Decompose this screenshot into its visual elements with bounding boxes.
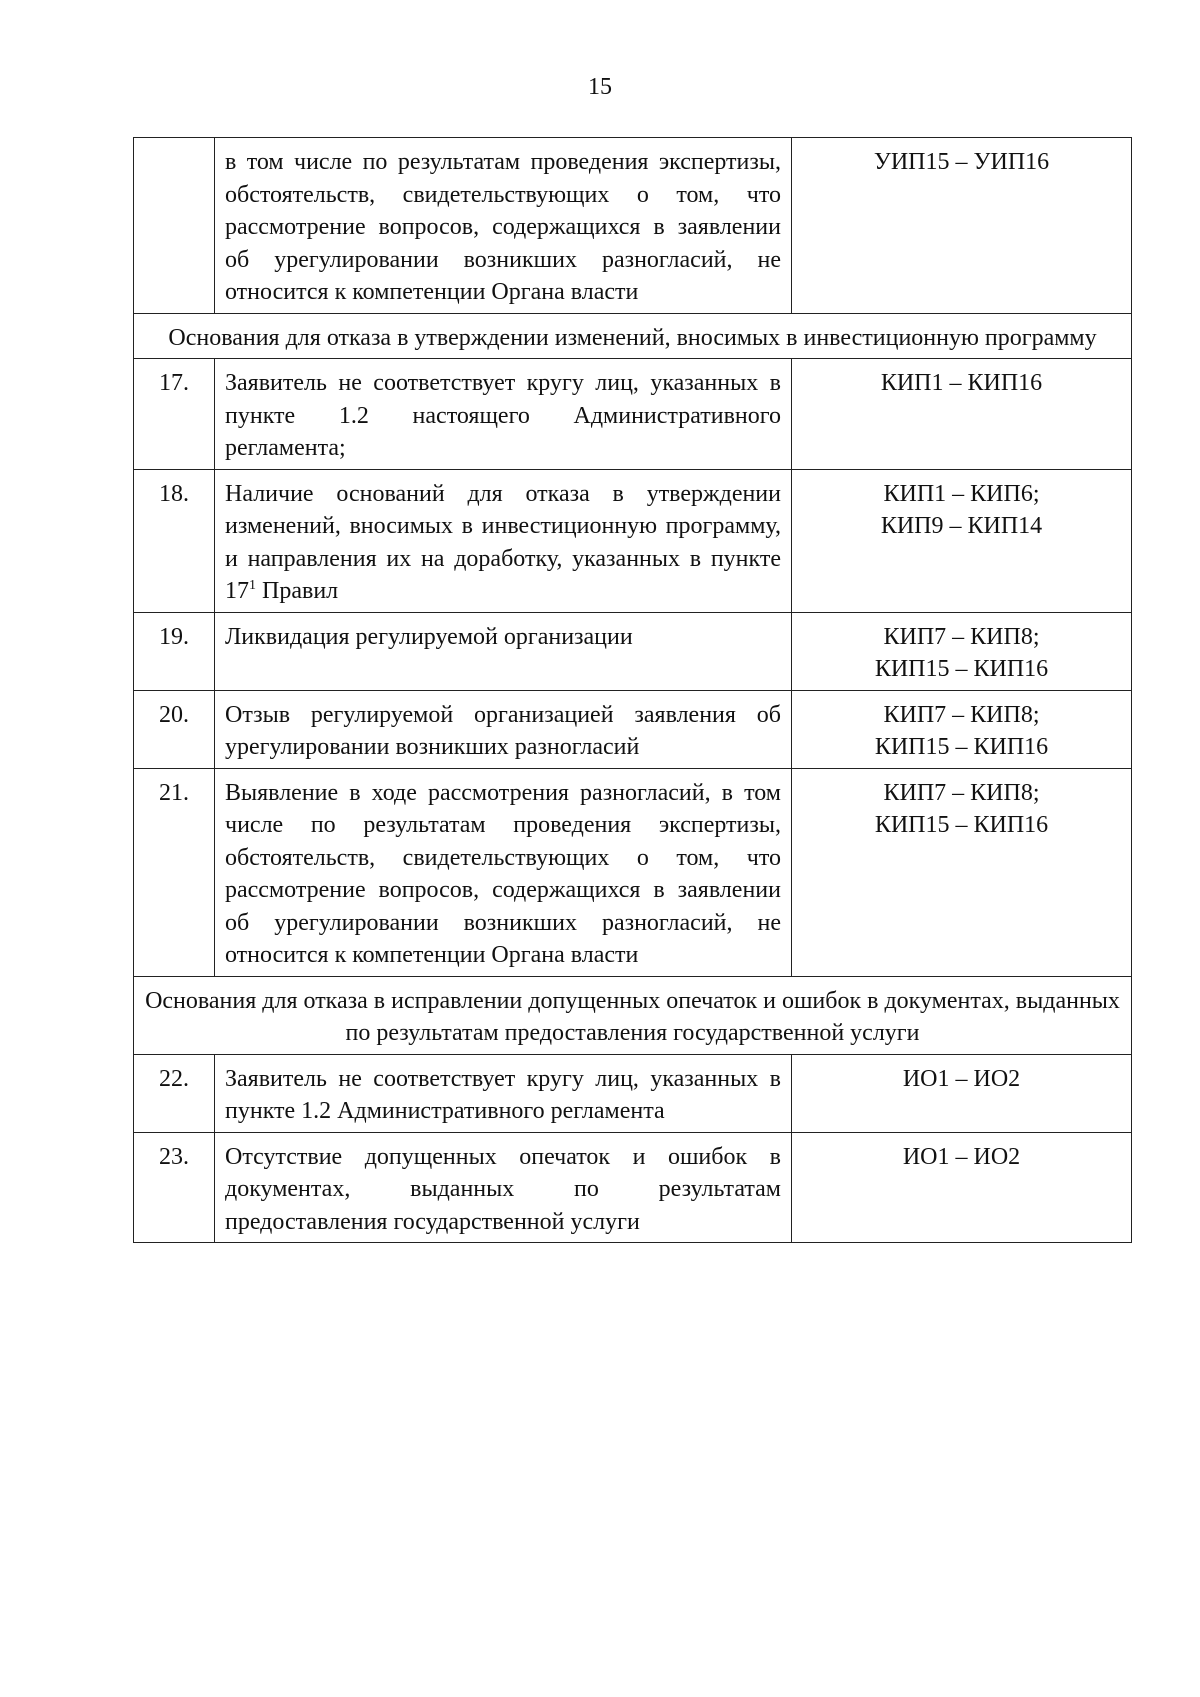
code-line: ИО1 – ИО2 [902,1143,1021,1170]
row-description [215,1054,792,1132]
page-number: 15 [588,74,612,100]
table-row [134,469,1132,612]
row-number: 18. [134,469,215,612]
description-tail: Правил [256,578,339,604]
table-row [134,138,1132,314]
description-text: Отсутствие допущенных опечаток и ошибок в документах, выданных по результатам предоставления государственной услуги [225,1143,781,1235]
row-description [215,469,792,612]
code-line: КИП7 – КИП8; [883,701,1040,728]
row-description [215,138,792,314]
row-codes [792,1132,1132,1243]
code-line: КИП7 – КИП8; [883,623,1040,650]
grounds-table-body [134,138,1132,1243]
table-row [134,359,1132,470]
row-codes [792,612,1132,690]
row-number: 17. [134,359,215,470]
section-header-row [134,313,1132,359]
table-row [134,1054,1132,1132]
row-description [215,768,792,976]
description-text: Наличие оснований для отказа в утверждении изменений, вносимых в инвестиционную программу, и направления их на доработку, указанных в пункте 17 [225,480,781,604]
row-codes [792,1054,1132,1132]
row-description [215,1132,792,1243]
description-text: Выявление в ходе рассмотрения разногласий, в том числе по результатам проведения экспертизы, обстоятельств, свидетельствующих о том, что рассмотрение вопросов, содержащихся в заявлении об урегулировании возникших разногласий, не относится к компетенции Органа власти [225,779,781,968]
description-text: Ликвидация регулируемой организации [225,623,633,650]
section-header: Основания для отказа в исправлении допущенных опечаток и ошибок в документах, выданных по результатам предоставления государственной услуги [134,976,1132,1054]
table-row [134,1132,1132,1243]
code-line: КИП1 – КИП16 [880,370,1043,396]
row-description [215,612,792,690]
table-row [134,768,1132,976]
table-row [134,612,1132,690]
row-codes [792,690,1132,768]
row-description [215,690,792,768]
code-line: ИО1 – ИО2 [902,1065,1021,1092]
row-codes [792,768,1132,976]
code-line: КИП15 – КИП16 [874,734,1049,760]
code-line: КИП15 – КИП16 [874,656,1049,682]
code-line: УИП15 – УИП16 [873,149,1050,175]
grounds-table [133,137,1132,1243]
row-number: 21. [134,768,215,976]
row-number: 23. [134,1132,215,1243]
row-codes [792,469,1132,612]
row-description [215,359,792,470]
row-codes [792,359,1132,470]
table-row [134,690,1132,768]
description-text: в том числе по результатам проведения экспертизы, обстоятельств, свидетельствующих о том, что рассмотрение вопросов, содержащихся в заявлении об урегулировании возникших разногласий, не относится к компетенции Органа власти [225,149,781,305]
description-text: Отзыв регулируемой организацией заявления об урегулировании возникших разногласий [225,701,781,760]
description-text: Заявитель не соответствует кругу лиц, указанных в пункте 1.2 Административного регламента [225,1065,781,1124]
row-number: 19. [134,612,215,690]
row-codes [792,138,1132,314]
row-number [134,138,215,314]
row-number: 20. [134,690,215,768]
description-text: Заявитель не соответствует кругу лиц, указанных в пункте 1.2 настоящего Административного регламента; [225,370,781,461]
section-header: Основания для отказа в утверждении изменений, вносимых в инвестиционную программу [134,313,1132,359]
section-header-row [134,976,1132,1054]
row-number: 22. [134,1054,215,1132]
code-line: КИП9 – КИП14 [880,513,1043,539]
code-line: КИП7 – КИП8; [883,779,1040,806]
superscript: 1 [249,578,256,593]
code-line: КИП15 – КИП16 [874,812,1049,838]
code-line: КИП1 – КИП6; [883,480,1040,507]
